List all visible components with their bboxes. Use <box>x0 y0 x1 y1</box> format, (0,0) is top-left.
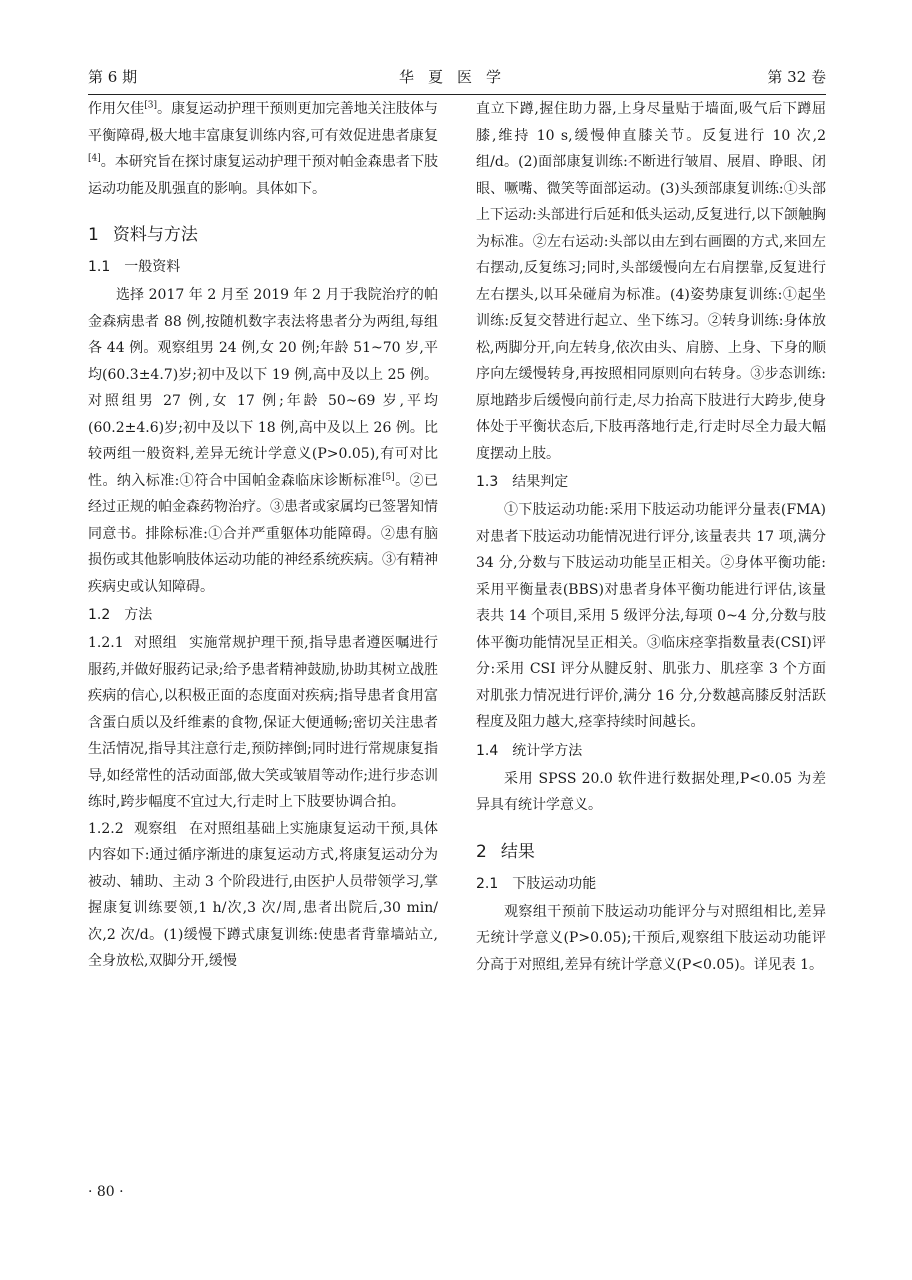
subsection-heading-judgement: 1.3 结果判定 <box>476 474 569 490</box>
journal-name: 华夏医学 <box>398 68 515 86</box>
judgement-paragraph: ①下肢运动功能:采用下肢运动功能评分量表(FMA)对患者下肢运动功能情况进行评分,该量表共 17 项,满分 34 分,分数与下肢运动功能呈正相关。②身体平衡功能:采用平衡量表(BBS)对患者身体平衡功能进行评估,该量表共 14 个项目,采用 5 级评分法,每项 0~4 分,分数与肢体平衡功能情况呈正相关。③临床痉挛指数量表(CSI)评分:采用 CSI 评分从腱反射、肌张力、肌痉挛 3 个方面对肌张力情况进行评价,满分 16 分,分数越高膝反射活跃程度及阻力越大,痉挛持续时间越长。 <box>476 502 826 730</box>
left-column <box>88 96 438 975</box>
section-heading-methods: 1 资料与方法 <box>88 225 198 245</box>
subsection-heading-lower-limb: 2.1 下肢运动功能 <box>476 875 597 892</box>
results-paragraph: 观察组干预前下肢运动功能评分与对照组相比,差异无统计学意义(P>0.05);干预后,观察组下肢运动功能评分高于对照组,差异有统计学意义(P<0.05)。详见表 1。 <box>476 903 826 973</box>
training-paragraph: 直立下蹲,握住助力器,上身尽量贴于墙面,吸气后下蹲屈膝,维持 10 s,缓慢伸直膝关节。反复进行 10 次,2 组/d。(2)面部康复训练:不断进行皱眉、展眉、睁眼、闭眼、噘嘴、微笑等面部运动。(3)头颈部康复训练:①头部上下运动:头部进行后延和低头运动,反复进行,以下颌触胸为标准。②左右运动:头部以由左到右画圈的方式,来回左右摆动,反复练习;同时,头部缓慢向左右肩摆靠,反复进行左右摆头,以耳朵碰肩为标准。(4)姿势康复训练:①起坐训练:反复交替进行起立、坐下练习。②转身训练:身体放松,两脚分开,向左转身,依次由头、肩膀、上身、下身的顺序向左缓慢转身,再按照相同原则向右转身。③步态训练:原地踏步后缓慢向前行走,尽力抬高下肢进行大跨步,使身体处于平衡状态后,下肢再落地行走,行走时尽全力最大幅度摆动上肢。 <box>476 101 826 462</box>
volume-number: 第 32 卷 <box>767 68 826 86</box>
subsection-heading-statistics: 1.4 统计学方法 <box>476 742 583 759</box>
citation-ref[interactable]: [5] <box>381 471 395 482</box>
citation-ref[interactable]: [4] <box>88 153 101 164</box>
page-number: · 80 · <box>88 1184 124 1200</box>
right-column <box>476 96 826 978</box>
observation-group-paragraph: 1.2.2 观察组 在对照组基础上实施康复运动干预,具体内容如下:通过循序渐进的康复运动方式,将康复运动分为被动、辅助、主动 3 个阶段进行,由医护人员带领学习,掌握康复训练要领,1 h/次,3 次/周,患者出院后,30 min/次,2 次/d。(1)缓慢下蹲式康复训练:使患者背靠墙站立,全身放松,双脚分开,缓慢 <box>88 820 439 969</box>
running-header <box>88 66 826 94</box>
subsection-heading-method: 1.2 方法 <box>88 607 153 623</box>
general-info-paragraph: 选择 2017 年 2 月至 2019 年 2 月于我院治疗的帕金森病患者 88 例,按随机数字表法将患者分为两组,每组各 44 例。观察组男 24 例,女 20 例;年龄 51~70 岁,平均(60.3±4.7)岁;初中及以下 19 例,高中及以上 25 例。对照组男 27 例,女 17 例;年龄 50~69 岁,平均(60.2±4.6)岁;初中及以下 18 例,高中及以上 26 例。比较两组一般资料,差异无统计学意义(P>0.05),有可对比性。纳入标准:①符合中国帕金森临床诊断标准[5]。②已经过正规的帕金森药物治疗。③患者或家属均已签署知情同意书。排除标准:①合并严重躯体功能障碍。②患有脑损伤或其他影响肢体运动功能的神经系统疾病。③有精神疾病史或认知障碍。 <box>88 287 439 595</box>
intro-paragraph: 作用欠佳[3]。康复运动护理干预则更加完善地关注肢体与平衡障碍,极大地丰富康复训练内容,可有效促进患者康复[4]。本研究旨在探讨康复运动护理干预对帕金森患者下肢运动功能及肌强直的影响。具体如下。 <box>88 100 439 197</box>
statistics-paragraph: 采用 SPSS 20.0 软件进行数据处理,P<0.05 为差异具有统计学意义。 <box>476 770 826 813</box>
subsection-heading-general: 1.1 一般资料 <box>88 259 181 275</box>
issue-number: 第 6 期 <box>88 68 138 86</box>
section-heading-results: 2 结果 <box>476 841 535 862</box>
header-rule <box>88 94 826 95</box>
control-group-paragraph: 1.2.1 对照组 实施常规护理干预,指导患者遵医嘱进行服药,并做好服药记录;给予患者精神鼓励,协助其树立战胜疾病的信心,以积极正面的态度面对疾病;指导患者食用富含蛋白质以及纤维素的食物,保证大便通畅;密切关注患者生活情况,指导其注意行走,预防摔倒;同时进行常规康复指导,如经常性的活动面部,做大笑或皱眉等动作;进行步态训练时,跨步幅度不宜过大,行走时上下肢要协调合拍。 <box>88 635 439 810</box>
citation-ref[interactable]: [3] <box>144 100 157 111</box>
